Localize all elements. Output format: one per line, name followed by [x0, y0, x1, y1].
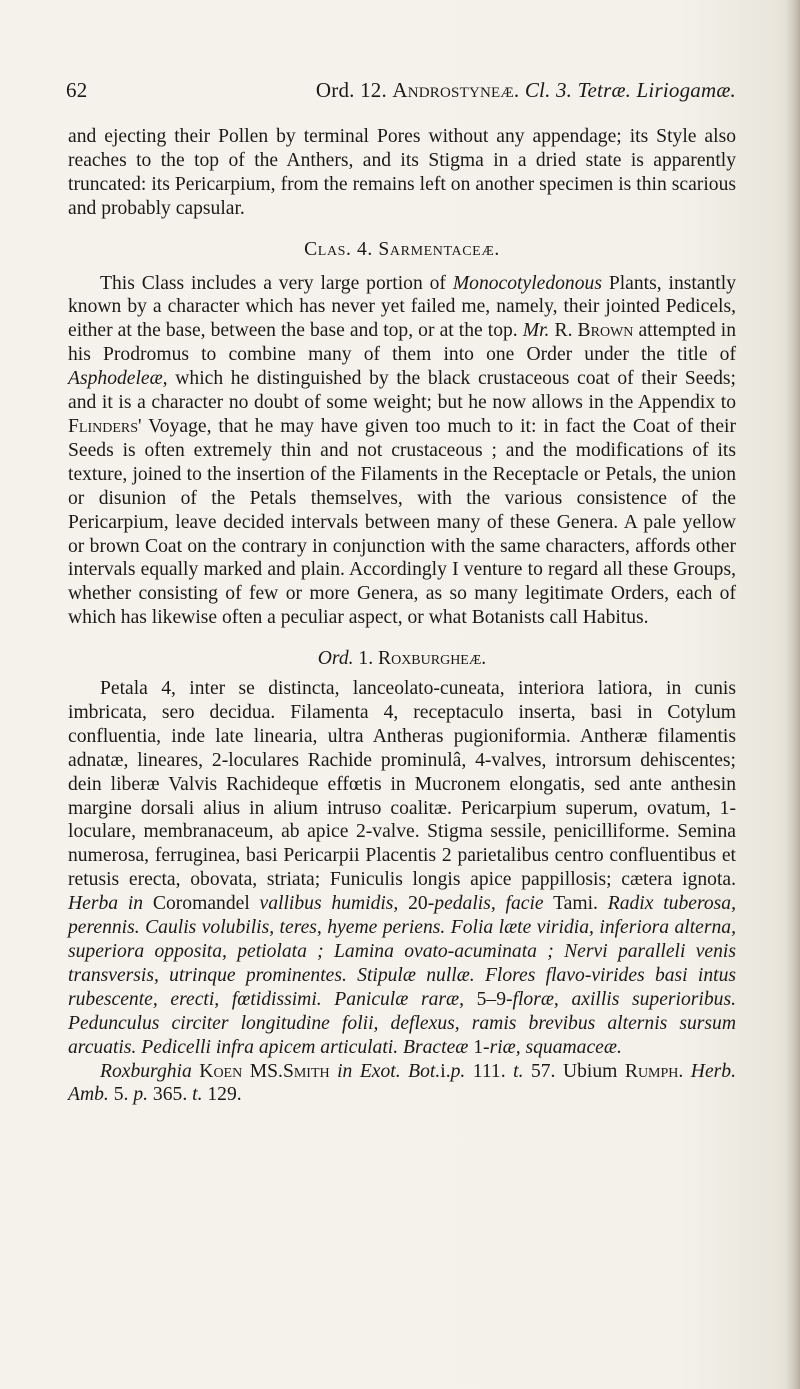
author-name: Flinders': [68, 415, 142, 437]
order-heading: [68, 647, 736, 671]
text-run: i.: [440, 1060, 451, 1082]
text-run: Petala 4, inter se distincta, lanceolato-cuneata, interiora latiora, in cunis imbricata, sero decidua. Filamenta 4, receptaculo inserta, basi in Cotylum confluentia, inde late linearia, ultra Antheras pugioniformia. Antheræ filamentis adnatæ, lineares, 2-loculares Rachide prominulâ, 4-valves, introrsum dehiscentes; dein liberæ Valvis Rachideque effœtis in Mucronem elongatis, sed ante anthesin margine dorsali alius in alium intruso coalitæ. Pericarpium superum, ovatum, 1-loculare, membranaceum, ab apice 2-valve. Stigma sessile, penicilliforme. Semina numerosa, ferruginea, basi Pericarpii Placentis 2 parietalibus centro confluentibus et retusis erecta, obovata, striata; Funiculis longis apice pappillosis; cætera ignota.: [68, 678, 736, 891]
running-title-class: Cl. 3. Tetræ. Liriogamæ.: [524, 78, 736, 102]
paragraph-order-description: [68, 677, 736, 1060]
text-run-italic: pedalis, facie: [434, 893, 544, 915]
text-run-italic: Mr.: [522, 320, 550, 342]
text-run-italic: p.: [133, 1084, 149, 1106]
text-run-italic: t.: [513, 1060, 524, 1082]
text-run: 111.: [465, 1060, 514, 1082]
text-run-italic: vallibus humidis,: [259, 893, 399, 915]
text-run: 57. Ubium: [523, 1060, 625, 1082]
paragraph-class-description: [68, 272, 736, 631]
running-title-order-name: Androstyneæ.: [392, 78, 520, 102]
text-run: 5–9-: [463, 988, 513, 1010]
text-run: 129.: [202, 1084, 242, 1106]
text-run: attempted in his Prodromus to combine many of them into one Order under the title of: [68, 320, 737, 366]
text-run-italic: in Exot. Bot.: [329, 1060, 441, 1082]
text-run: 20-: [398, 893, 435, 915]
text-run: 5.: [108, 1084, 134, 1106]
paragraph-references: [68, 1060, 736, 1108]
author-name: Koen: [191, 1060, 250, 1082]
text-run: This Class includes a very large portion of: [100, 272, 453, 294]
text-run: Voyage, that he may have given too much to it: in fact the Coat of their Seeds is often extremely thin and not crustaceous ; and the modifications of its texture, joined to the insertion of the Filaments in the Receptacle or Petals, the union or disunion of the Petals themselves, with the various consistence of the Pericarpium, leave decided intervals between many of these Genera. A pale yellow or brown Coat on the contrary in conjunction with the same characters, affords other intervals equally marked and plain. Accordingly I venture to regard all these Groups, whether consisting of few or more Genera, as so many legitimate Orders, each of which has likewise often a peculiar aspect, or what Botanists call Habitus.: [68, 415, 736, 629]
paragraph-continuation: and ejecting their Pollen by terminal Pores without any appendage; its Style also reaches to the top of the Anthers, and its Stigma in a dried state is apparently truncated: its Pericarpium, from the remains left on another specimen is thin scarious and probably capsular.: [68, 126, 736, 219]
text-run: which he distinguished by the black crustaceous coat of their Seeds; and it is a character no doubt of some weight; but he now allows in the Appendix to: [68, 368, 736, 414]
text-run-italic: Asphodeleæ,: [68, 368, 168, 390]
text-run-italic: Herb. Amb.: [68, 1060, 736, 1106]
text-run-italic: t.: [192, 1084, 203, 1106]
running-title: [316, 78, 736, 103]
text-run: 1.: [353, 648, 379, 670]
order-name: Roxburgheæ.: [378, 648, 487, 670]
running-title-order: Ord. 12.: [315, 78, 393, 102]
page-gutter-shadow: [786, 0, 800, 1389]
body-text: [68, 125, 736, 1107]
text-run-italic: Monocotyledonous: [452, 272, 602, 294]
text-run-italic: Ord.: [317, 648, 354, 670]
text-run: MS.: [249, 1060, 283, 1082]
text-run: Coromandel: [143, 893, 260, 915]
author-name: Smith: [282, 1060, 330, 1082]
text-run-italic: Radix tuberosa, perennis. Caulis volubilis, teres, hyeme periens. Folia læte viridia, inferiora alterna, superiora opposita, petiolata ; Lamina ovato-acuminata ; Nervi paralleli venis transversis, utrinque prominentes. Stipulæ nullæ. Flores flavo-virides basi intus rubescente, erecti, fœtidissimi. Paniculæ raræ,: [68, 893, 736, 1010]
text-run: Plants, instantly known by a character which has never yet failed me, namely, their jointed Pedicels, either at the base, between the base and top, or at the top.: [68, 272, 736, 342]
text-run-italic: Herba in: [68, 893, 144, 915]
text-run-italic: floræ, axillis superioribus. Pedunculus circiter longitudine folii, deflexus, ramis brevibus alternis sursum arcuatis. Pedicelli infra apicem articulati. Bracteæ: [68, 988, 736, 1058]
author-name: Brown: [577, 320, 634, 342]
text-run-italic: riæ, squamaceæ.: [489, 1036, 622, 1058]
text-run-italic: Roxburghia: [100, 1060, 192, 1082]
text-run: Tami.: [543, 893, 608, 915]
page-number: 62: [66, 78, 88, 102]
text-run: R.: [549, 320, 578, 342]
author-name: Rumph.: [624, 1060, 684, 1082]
class-heading: Clas. 4. Sarmentaceæ.: [304, 238, 500, 260]
text-run: 1-: [468, 1036, 490, 1058]
text-run: 365.: [148, 1084, 193, 1106]
text-run-italic: p.: [450, 1060, 466, 1082]
